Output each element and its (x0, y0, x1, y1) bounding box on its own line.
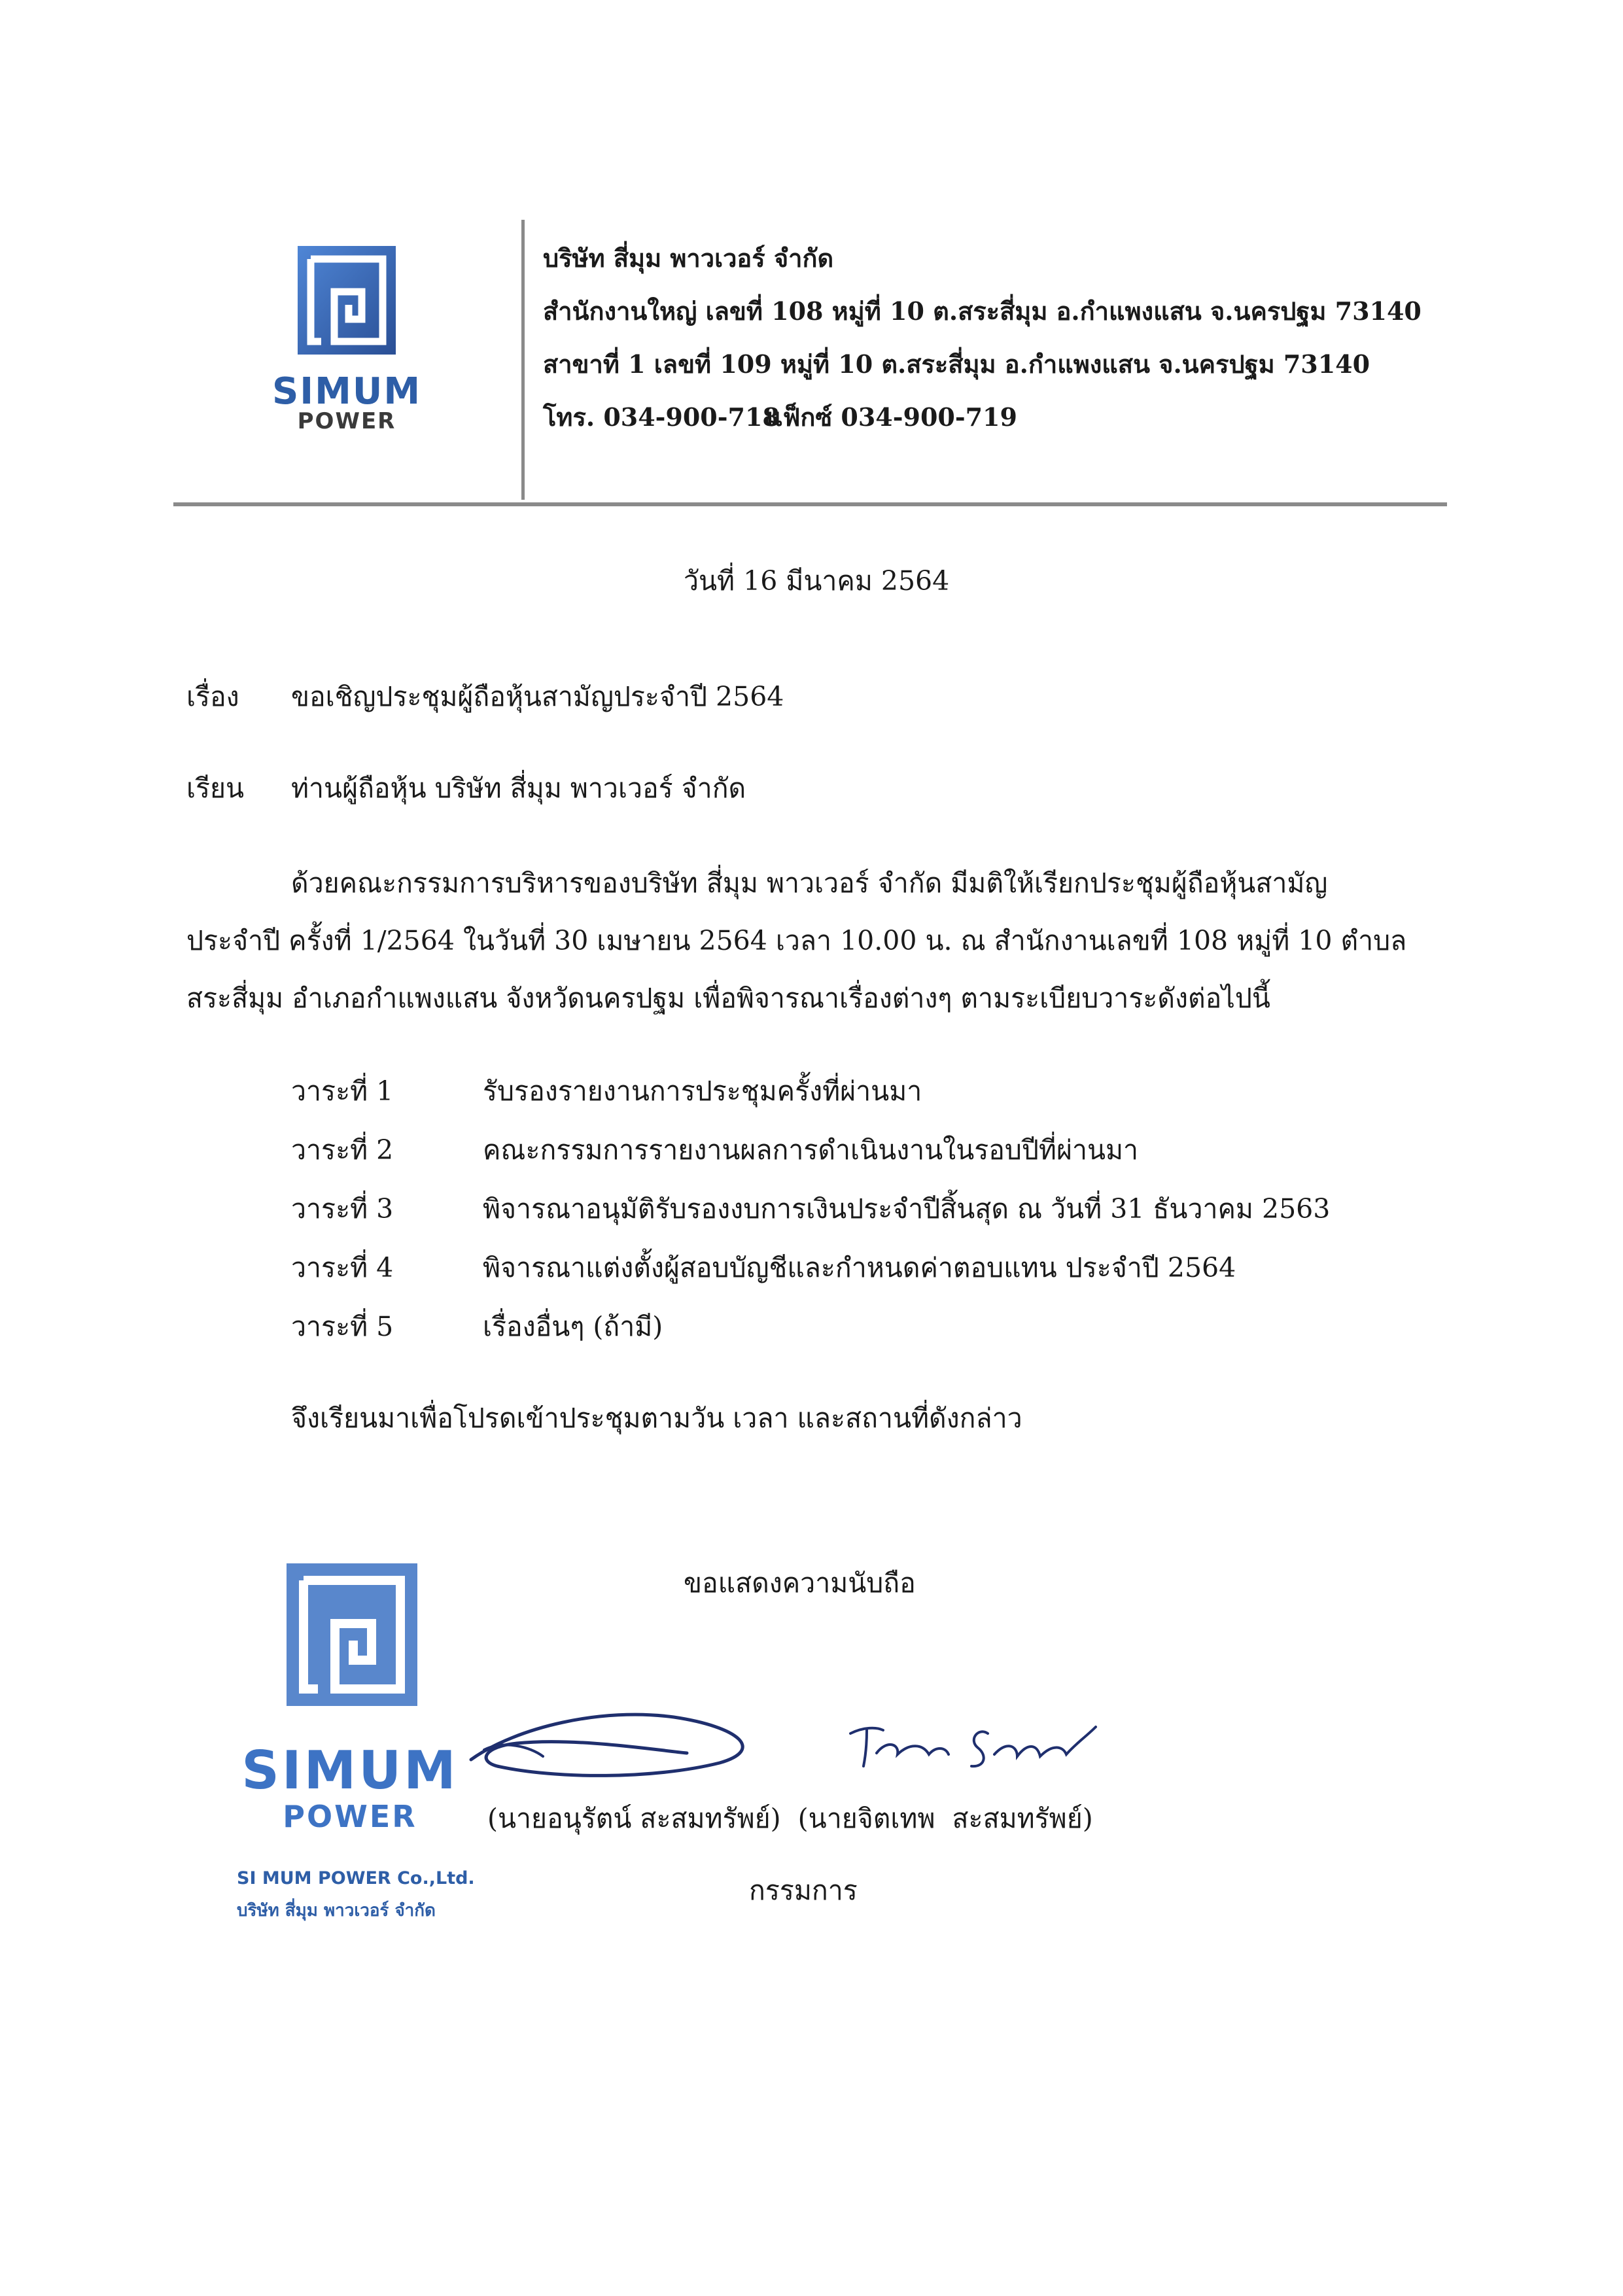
branch-address: สาขาที่ 1 เลขที่ 109 หมู่ที่ 10 ต.สระสี่มุม อ.กำแพงแสน จ.นครปฐม 73140 (543, 349, 1370, 379)
header-horizontal-rule (173, 502, 1447, 506)
stamp-word-power: POWER (283, 1799, 417, 1834)
agenda-number: วาระที่ 4 (291, 1252, 394, 1283)
agenda-item: พิจารณาอนุมัติรับรองงบการเงินประจำปีสิ้นสุด ณ วันที่ 31 ธันวาคม 2563 (483, 1193, 1331, 1225)
stamp-company-th: บริษัท สี่มุม พาวเวอร์ จำกัด (237, 1901, 436, 1921)
stamp-word-simum: SIMUM (241, 1740, 459, 1801)
regards-line: ขอแสดงความนับถือ (684, 1567, 916, 1599)
recipient-label: เรียน (186, 773, 245, 804)
head-office-address: สำนักงานใหญ่ เลขที่ 108 หมู่ที่ 10 ต.สระสี่มุม อ.กำแพงแสน จ.นครปฐม 73140 (543, 296, 1422, 326)
subject-label: เรื่อง (186, 681, 239, 712)
agenda-item: เรื่องอื่นๆ (ถ้ามี) (483, 1311, 663, 1342)
signer-position: กรรมการ (749, 1875, 858, 1906)
header-vertical-divider (521, 220, 525, 500)
agenda-number: วาระที่ 3 (291, 1193, 394, 1225)
signature-1-icon (458, 1688, 772, 1799)
agenda-item: รับรองรายงานการประชุมครั้งที่ผ่านมา (483, 1075, 922, 1107)
closing-line: จึงเรียนมาเพื่อโปรดเข้าประชุมตามวัน เวลา และสถานที่ดังกล่าว (291, 1402, 1022, 1434)
subject-text: ขอเชิญประชุมผู้ถือหุ้นสามัญประจำปี 2564 (291, 681, 784, 712)
stamp-company-en: SI MUM POWER Co.,Ltd. (237, 1868, 475, 1888)
signer-names: (นายอนุรัตน์ สะสมทรัพย์) (นายจิตเทพ สะสมทรัพย์) (487, 1803, 1093, 1834)
company-name: บริษัท สี่มุม พาวเวอร์ จำกัด (543, 243, 834, 273)
simum-power-stamp-logo-icon (287, 1563, 417, 1706)
letter-date: วันที่ 16 มีนาคม 2564 (684, 565, 950, 597)
signature-2-icon (837, 1707, 1112, 1779)
agenda-number: วาระที่ 5 (291, 1311, 394, 1342)
simum-power-logo-icon (298, 246, 396, 355)
agenda-number: วาระที่ 1 (291, 1075, 394, 1107)
paragraph-line: ประจำปี ครั้งที่ 1/2564 ในวันที่ 30 เมษายน 2564 เวลา 10.00 น. ณ สำนักงานเลขที่ 108 หมู่ที่ 10 ตำบล (186, 925, 1407, 956)
paragraph-line: สระสี่มุม อำเภอกำแพงแสน จังหวัดนครปฐม เพื่อพิจารณาเรื่องต่างๆ ตามระเบียบวาระดังต่อไปนี้ (186, 983, 1270, 1014)
agenda-item: คณะกรรมการรายงานผลการดำเนินงานในรอบปีที่ผ่านมา (483, 1134, 1139, 1166)
agenda-number: วาระที่ 2 (291, 1134, 394, 1166)
logo-word-simum: SIMUM (271, 370, 422, 413)
phone-number: โทร. 034-900-718 (543, 402, 780, 432)
paragraph-line: ด้วยคณะกรรมการบริหารของบริษัท สี่มุม พาวเวอร์ จำกัด มีมติให้เรียกประชุมผู้ถือหุ้นสามัญ (291, 867, 1328, 899)
fax-number: แฟ็กซ์ 034-900-719 (767, 402, 1017, 432)
recipient-text: ท่านผู้ถือหุ้น บริษัท สี่มุม พาวเวอร์ จำกัด (291, 773, 746, 804)
agenda-item: พิจารณาแต่งตั้งผู้สอบบัญชีและกำหนดค่าตอบแทน ประจำปี 2564 (483, 1252, 1236, 1283)
logo-word-power: POWER (297, 408, 396, 434)
